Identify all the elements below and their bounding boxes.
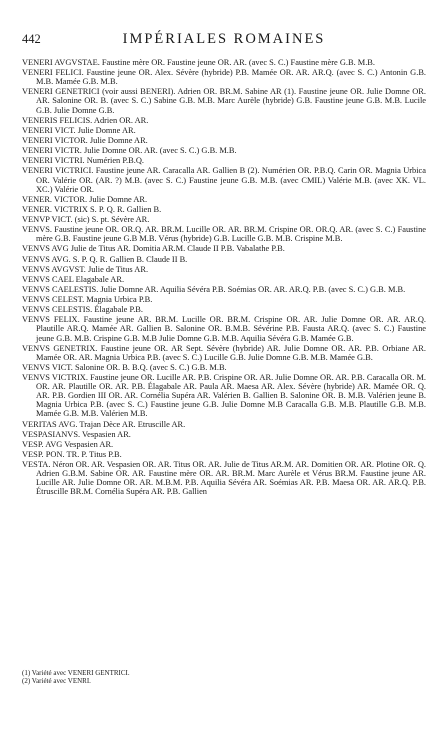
entry: VESP. AVG Vespasien AR. [22, 439, 114, 449]
page-header [22, 32, 426, 50]
entry: VENVS CAELESTIS. Julie Domne AR. Aquilia Sévéra P.B. Soémias OR. AR. AR.Q. P.B. (avec S. C.) G.B. M.B. [22, 284, 406, 294]
entry: VENVS AVG Julie de Titus AR. Domitia AR.M. Claude II P.B. Vabalathe P.B. [22, 244, 285, 254]
entry: VENVS FELIX. Faustine jeune AR. BR.M. Lucille OR. BR.M. Crispine OR. AR. Julie Domne OR. AR. AR.Q. Plautille AR.Q. Mamée AR. Gallien B. Salonine OR. B.M.B. Sévérine P.B. Fausta AR.Q. (avec S. C.) Faustine jeune G.B. M.B. Crispine G.B. M.B Julie Domne G.B. M.B. Aquilia Sévéra G.B. Mamée G.B. [22, 315, 426, 343]
entry: VENVS AVGVST. Julie de Titus AR. [22, 264, 149, 274]
entry-list [22, 58, 426, 498]
entry: VESP. PON. TR. P. Titus P.B. [22, 450, 122, 460]
entry: VENERI FELICI. Faustine jeune OR. Alex. Sévère (hybride) P.B. Mamée OR. AR. AR.Q. (avec S. C.) Antonin G.B. M.B. Mamée G.B. M.B. [22, 68, 426, 87]
entry: VENVS CELEST. Magnia Urbica P.B. [22, 295, 153, 305]
entry: VENERI VICT. Julie Domne AR. [22, 125, 136, 135]
entry: VENVP VICT. (sic) S. pt. Sévère AR. [22, 215, 150, 225]
entry: VENVS CAEL Elagabale AR. [22, 274, 125, 284]
entry: VENERI AVGVSTAE. Faustine mère OR. Faustine jeune OR. AR. (avec S. C.) Faustine mère G.B. M.B. [22, 58, 375, 67]
entry: VENERIS FELICIS. Adrien OR. AR. [22, 115, 149, 125]
footnote: (1) Variété avec VENERI GENTRICI. [22, 669, 130, 677]
footnotes [22, 669, 426, 685]
entry: VENERI VICTR. Julie Domne OR. AR. (avec S. C.) G.B. M.B. [22, 146, 237, 156]
entry: VESPASIANVS. Vespasien AR. [22, 429, 131, 439]
entry: VENERI VICTRICI. Faustine jeune AR. Caracalla AR. Gallien B (2). Numérien OR. P.B.Q. Carin OR. Magnia Urbica OR. Valérie OR. (AR. ?) M.B. (avec S. C.) Faustine jeune G.B. M.B. (avec CMIL) Valérie M.B. (avec XK. VL. XC.) Valérie OR. [22, 166, 426, 194]
running-title: IMPÉRIALES ROMAINES [122, 31, 326, 47]
entry: VENVS GENETRIX. Faustine jeune OR. AR Sept. Sévère (hybride) AR. Julie Domne OR. AR. P.B. Orbiane AR. Mamée OR. AR. Magnia Urbica P.B. (avec S. C.) Lucille G.B. Julie Domne G.B. M.B. Mamée G.B. [22, 343, 426, 362]
entry: VENERI VICTRI. Numérien P.B.Q. [22, 156, 144, 166]
entry: VENVS VICT. Salonine OR. B. B.Q. (avec S. C.) G.B. M.B. [22, 362, 227, 372]
entry: VENVS VICTRIX. Faustine jeune OR. Lucille AR. P.B. Crispine OR. AR. Julie Domne OR. AR. P.B. Caracalla OR. M. OR. AR. Plautille OR. AR. P.B. Élagabale AR. Paula AR. Maesa AR. Alex. Sévère (hybride) AR. Mamée OR. Q. AR. P.B. Gordien III OR. AR. Cornélia Supéra AR. Valérien B. Gallien B. Salonine OR. B. M.B. Valérien jeune B. Magnia Urbica P.B. (avec S. C.) Faustine jeune G.B. Julie Domne M.B Caracalla G.B. M.B. Plautille G.B. M.B. Mamée G.B. M.B. Valérien M.B. [22, 373, 426, 419]
footnote: (2) Variété avec VENRI. [22, 677, 91, 685]
entry: VENER. VICTOR. Julie Domne AR. [22, 194, 148, 204]
entry: VENER. VICTRIX S. P. Q. R. Gallien B. [22, 204, 162, 214]
entry: VENERI VICTOR. Julie Domne AR. [22, 135, 148, 145]
page-number: 442 [22, 32, 41, 46]
entry: VENERI GENETRICI (voir aussi BENERI). Adrien OR. BR.M. Sabine AR (1). Faustine jeune OR. Julie Domne OR. AR. Salonine OR. B. (avec S. C.) Sabine G.B. M.B. Marc Aurèle (hybride) G.B. Faustine jeune G.B. M.B. Lucile G.B. Julie Domne G.B. [22, 87, 426, 115]
entry: VESTA. Néron OR. AR. Vespasien OR. AR. Titus OR. AR. Julie de Titus AR.M. AR. Domitien OR. AR. Plotine OR. Q. Adrien G.B.M. Sabine OR. AR. Faustine mère OR. AR. BR.M. Marc Aurèle et Vérus BR.M. Faustine jeune AR. Lucille AR. Julie Domne OR. AR. M.B.M. P.B. Aquilia Sévéra AR. Soémias AR. P.B. Maesa OR. AR. AR.Q. P.B. Étruscille BR.M. Cornélia Supéra AR. P.B. Gallien [22, 460, 426, 497]
entry: VERITAS AVG. Trajan Dèce AR. Etruscille AR. [22, 419, 186, 429]
entry: VENVS CELESTIS. Élagabale P.B. [22, 305, 143, 315]
entry: VENVS. Faustine jeune OR. OR.Q. AR. BR.M. Lucille OR. AR. BR.M. Crispine OR. OR.Q. AR. (avec S. C.) Faustine mère G.B. Faustine jeune G.B M.B. Vérus (hybride) G.B. Lucille G.B. M.B. Crispine M.B. [22, 225, 426, 244]
entry: VENVS AVG. S. P. Q. R. Gallien B. Claude II B. [22, 254, 188, 264]
